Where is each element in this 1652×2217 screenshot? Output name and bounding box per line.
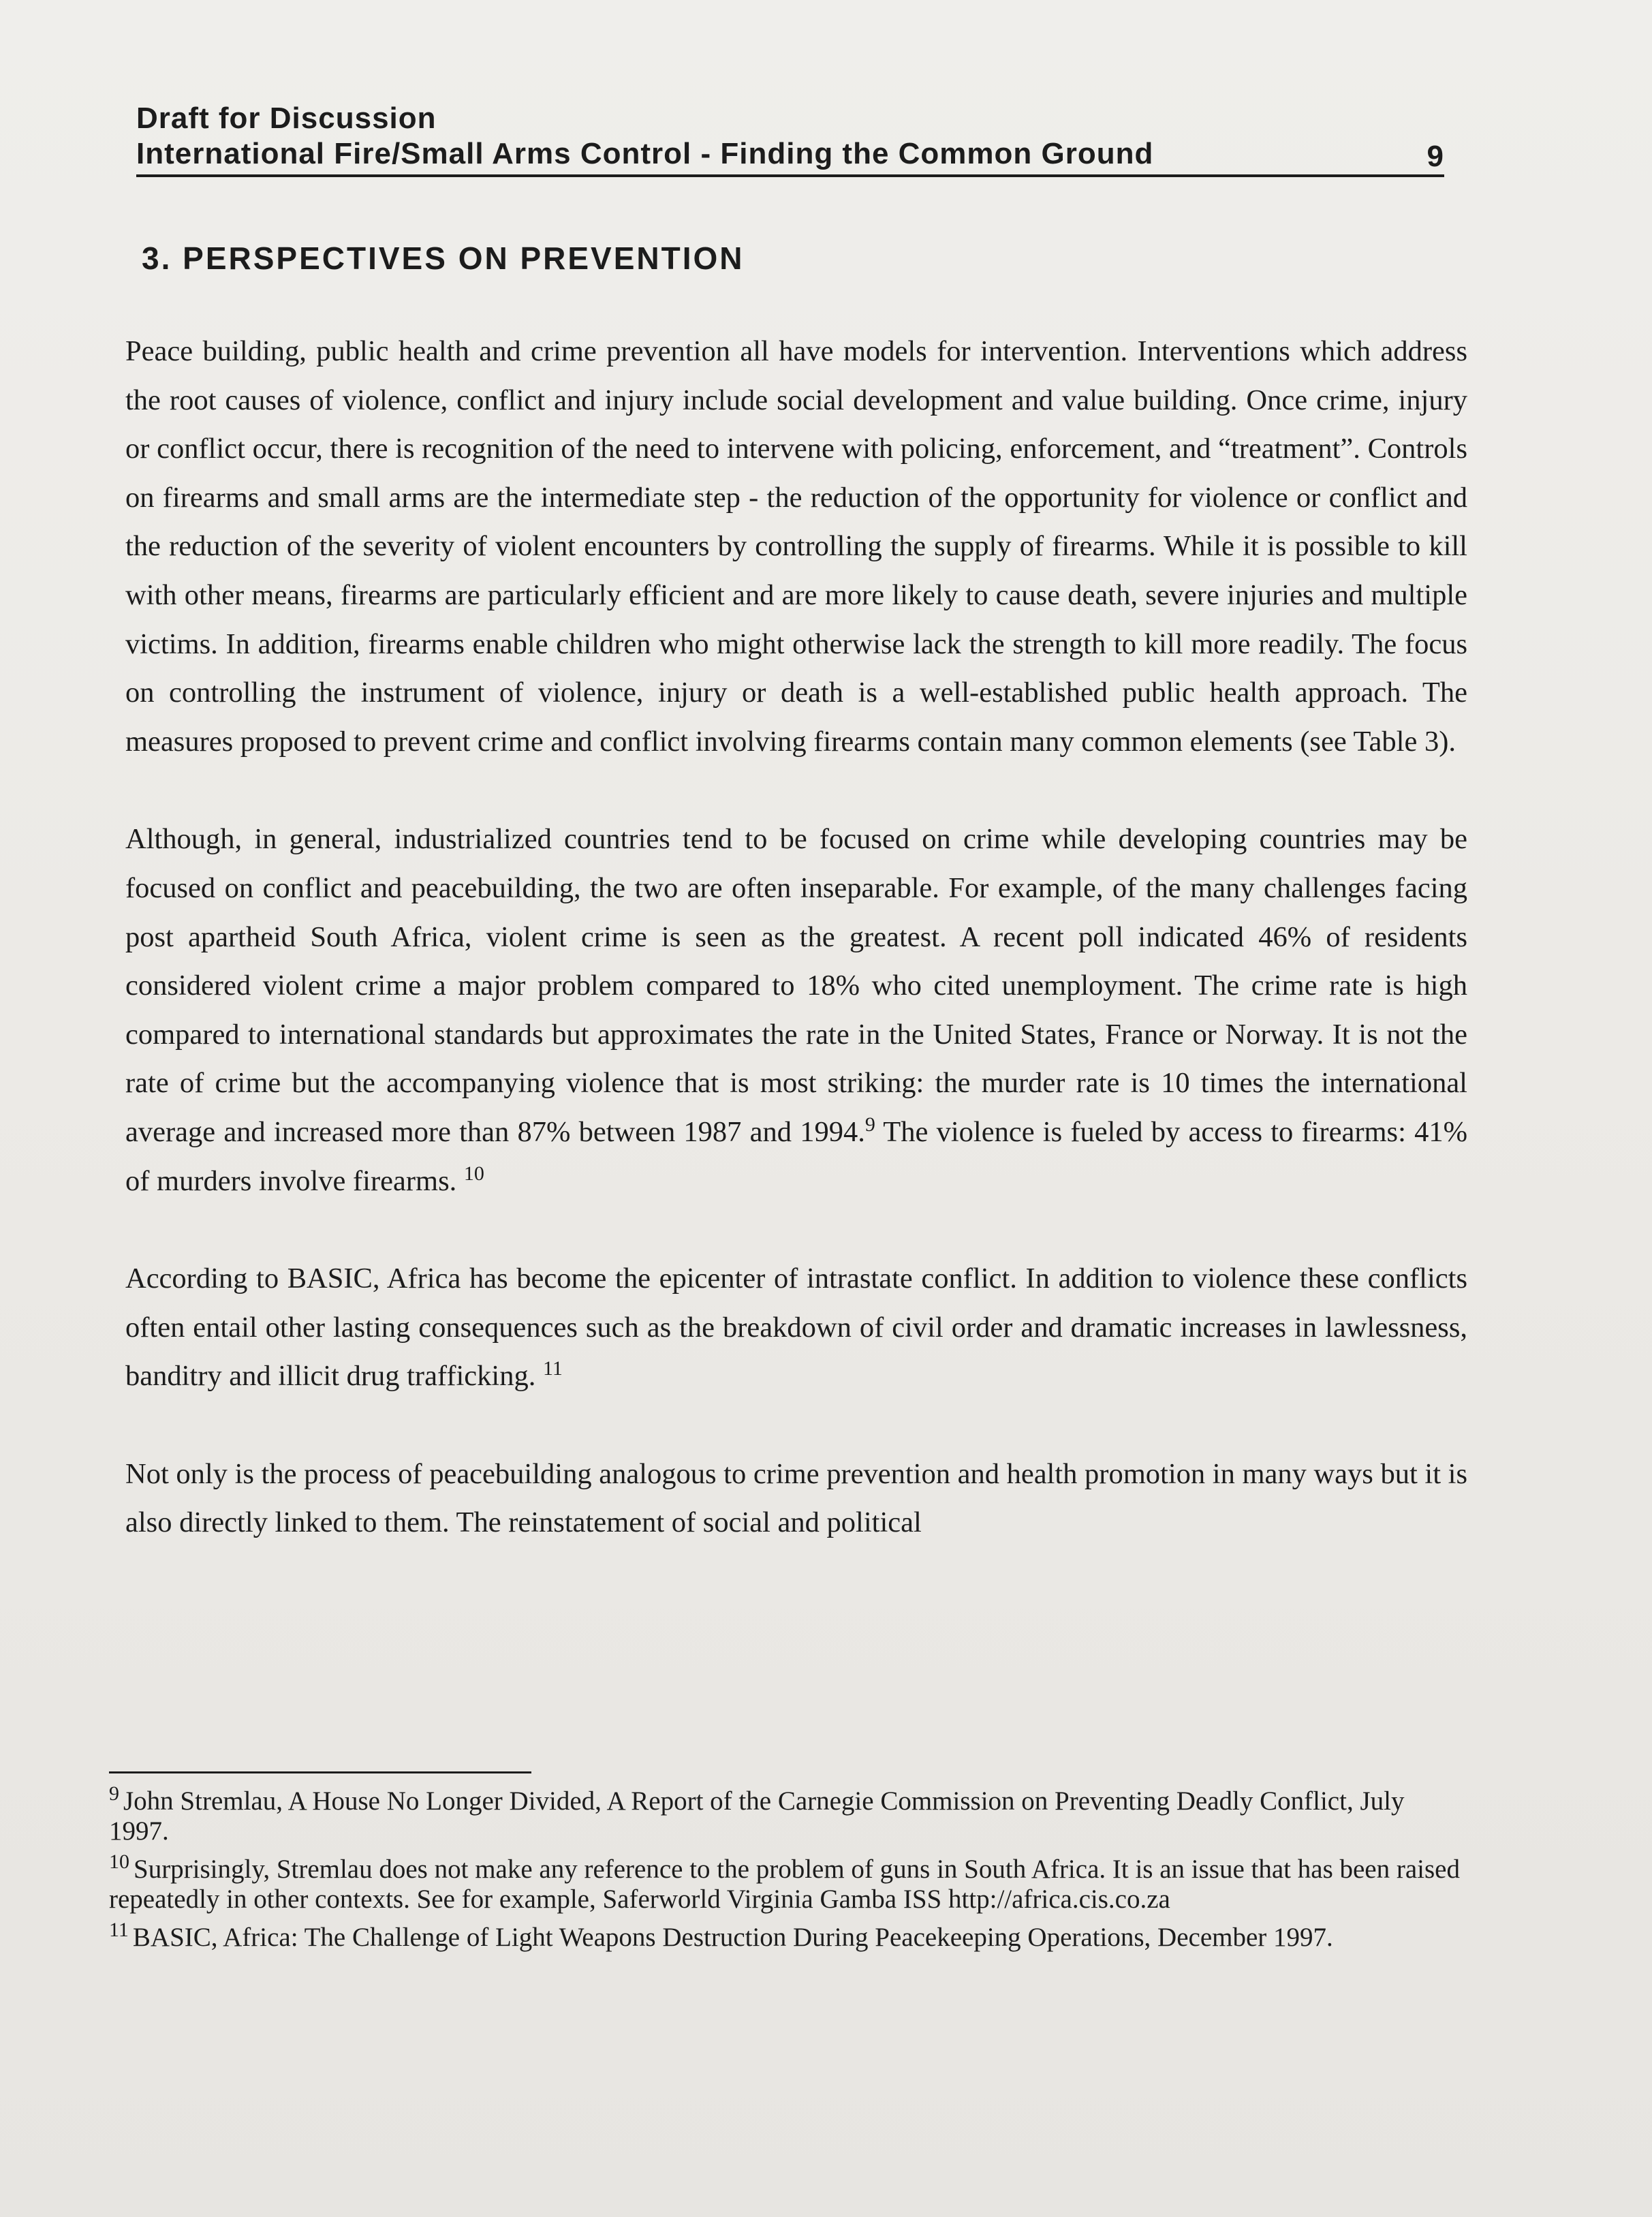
footnote-divider — [109, 1771, 531, 1773]
footnote-reference: 11 — [542, 1357, 563, 1380]
footnote-reference: 10 — [463, 1162, 484, 1185]
paragraph-text: Not only is the process of peacebuilding analogous to crime prevention and health promotion in many ways but it is also directly linked to them. The reinstatement of social and political — [125, 1457, 1467, 1539]
footnote-reference: 9 — [864, 1113, 875, 1136]
section-heading: 3. PERSPECTIVES ON PREVENTION — [142, 241, 745, 276]
paragraph-text: Peace building, public health and crime prevention all have models for intervention. Interventions which address the root causes of violence, conflict and injury include social development and value building. Once crime, injury or conflict occur, there is recognition of the need to intervene with policing, enforcement, and “treatment”. Controls on firearms and small arms are the intermediate step - the reduction of the opportunity for violence or conflict and the reduction of the severity of violent encounters by controlling the supply of firearms. While it is possible to kill with other means, firearms are particularly efficient and are more likely to cause death, severe injuries and multiple victims. In addition, firearms enable children who might otherwise lack the strength to kill more readily. The focus on controlling the instrument of violence, injury or death is a well-established public health approach. The measures proposed to prevent crime and conflict involving firearms contain many common elements (see Table 3). — [125, 335, 1467, 758]
footnotes — [109, 1782, 1465, 1961]
footnote-text: BASIC, Africa: The Challenge of Light Weapons Destruction During Peacekeeping Operations, December 1997. — [132, 1923, 1333, 1952]
paragraph-intervention-models — [125, 327, 1467, 766]
paragraph-text: Although, in general, industrialized countries tend to be focused on crime while developing countries may be focused on conflict and peacebuilding, the two are often inseparable. For example, of the many challenges facing post apartheid South Africa, violent crime is seen as the greatest. A recent poll indicated 46% of residents considered violent crime a major problem compared to 18% who cited unemployment. The crime rate is high compared to international standards but approximates the rate in the United States, France or Norway. It is not the rate of crime but the accompanying violence that is most striking: the murder rate is 10 times the international average and increased more than 87% between 1987 and 1994. — [125, 823, 1467, 1148]
running-header — [136, 101, 1444, 177]
header-draft-label: Draft for Discussion — [136, 102, 437, 135]
footnote-item — [109, 1850, 1465, 1914]
footnote-item — [109, 1782, 1465, 1846]
header-title-text: International Fire/Small Arms Control - Finding the Common Ground — [136, 137, 1154, 170]
footnote-text: John Stremlau, A House No Longer Divided, A Report of the Carnegie Commission on Preventing Deadly Conflict, July 1997. — [109, 1786, 1405, 1846]
page-number: 9 — [1427, 140, 1444, 173]
footnote-number: 9 — [109, 1782, 119, 1805]
paragraph-basic-africa — [125, 1254, 1467, 1401]
paragraph-text: The violence is fueled by access to firearms: 41% of murders involve firearms. — [125, 1115, 1467, 1197]
paragraph-peacebuilding — [125, 1450, 1467, 1547]
footnote-text: Surprisingly, Stremlau does not make any reference to the problem of guns in South Africa. It is an issue that has been raised repeatedly in other contexts. See for example, Saferworld Virginia Gamba ISS http://africa.cis.co.za — [109, 1855, 1460, 1914]
body-text — [125, 327, 1467, 1596]
footnote-number: 10 — [109, 1850, 129, 1873]
footnote-number: 11 — [109, 1919, 129, 1941]
footnote-item — [109, 1919, 1465, 1953]
paragraph-text: According to BASIC, Africa has become the epicenter of intrastate conflict. In addition to violence these conflicts often entail other lasting consequences such as the breakdown of civil order and dramatic increases in lawlessness, banditry and illicit drug trafficking. — [125, 1262, 1467, 1393]
paragraph-south-africa — [125, 815, 1467, 1205]
header-document-title — [136, 136, 1444, 177]
